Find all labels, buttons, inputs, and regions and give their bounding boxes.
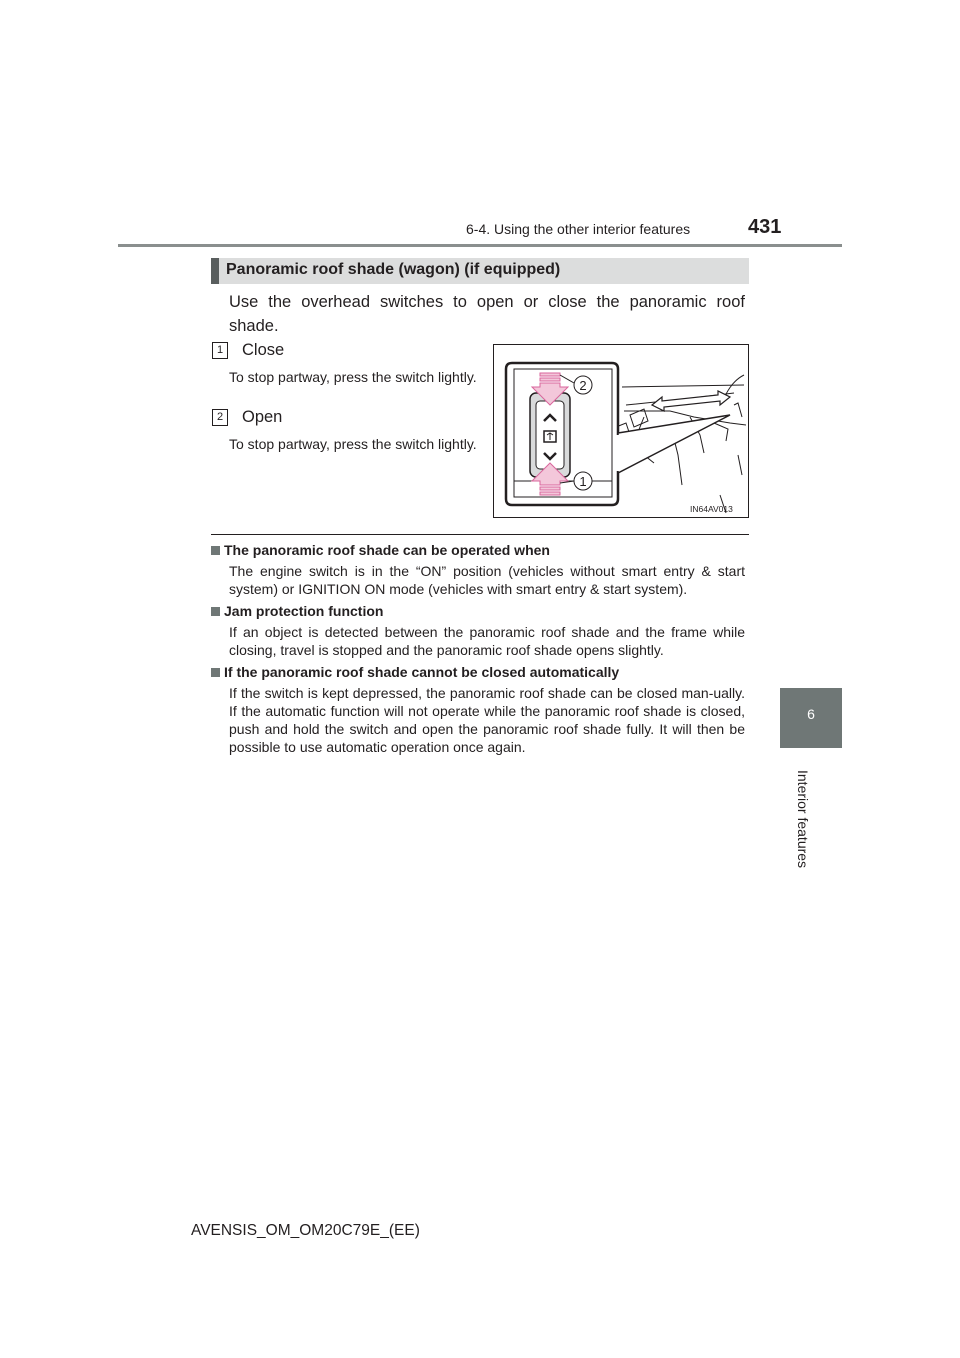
document-code: AVENSIS_OM_OM20C79E_(EE): [191, 1222, 420, 1239]
switch-illustration: [493, 344, 749, 518]
note-heading: [211, 664, 619, 680]
note-heading-text: The panoramic roof shade can be operated when: [224, 542, 550, 558]
switch-illustration-svg: [494, 345, 748, 517]
section-title-marker: [211, 258, 219, 284]
callout-1: 1: [579, 474, 587, 489]
item-note: To stop partway, press the switch lightly.: [229, 436, 477, 452]
section-intro: Use the overhead switches to open or close the panoramic roof shade.: [229, 293, 745, 335]
note-heading-text: Jam protection function: [224, 603, 384, 619]
header-rule: [118, 244, 842, 247]
note-heading-text: If the panoramic roof shade cannot be closed automatically: [224, 664, 620, 680]
page-number: 431: [748, 216, 782, 238]
note-heading: [211, 603, 383, 619]
note-marker: [211, 607, 220, 616]
chapter-label: Interior features: [795, 770, 811, 869]
note-marker: [211, 668, 220, 677]
section-divider: [211, 534, 749, 535]
figure-code: IN64AV013: [690, 504, 733, 514]
chapter-label-container: [795, 770, 809, 920]
chapter-number: 6: [807, 706, 815, 722]
running-header-section: 6-4. Using the other interior features: [466, 221, 691, 237]
item-note: To stop partway, press the switch lightly.: [229, 369, 477, 385]
section-title: Panoramic roof shade (wagon) (if equipped): [226, 261, 561, 278]
item-number-badge: 1: [212, 342, 228, 359]
item-label-close: Close: [242, 341, 285, 359]
callout-2: 2: [579, 378, 587, 393]
note-body: The engine switch is in the “ON” position (vehicles without smart entry & start system) or IGNITION ON mode (vehicles with smart entry & start system).: [229, 563, 745, 597]
note-body: If an object is detected between the panoramic roof shade and the frame while closing, travel is stopped and the panoramic roof shade opens slightly.: [229, 624, 745, 658]
note-heading: [211, 542, 550, 558]
item-label-open: Open: [242, 408, 283, 426]
note-body: If the switch is kept depressed, the panoramic roof shade can be closed man-ually. If the automatic function will not operate while the panoramic roof shade is closed, push and hold the switch and open the panoramic roof shade fully. It will then be possible to use automatic operation once again.: [229, 685, 745, 755]
note-marker: [211, 546, 220, 555]
item-number-badge: 2: [212, 409, 228, 426]
